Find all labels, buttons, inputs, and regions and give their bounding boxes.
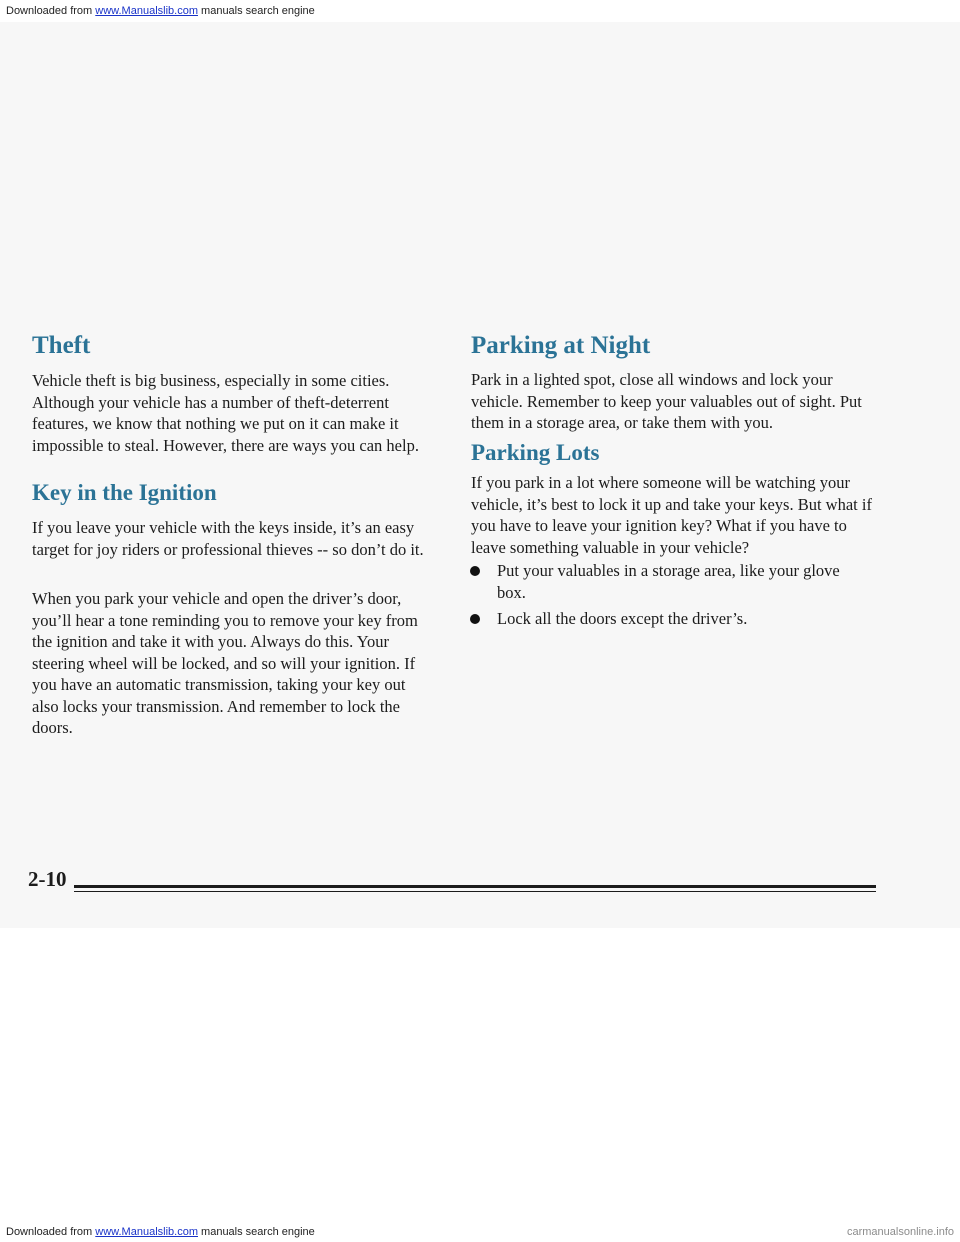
parking-at-night-heading: Parking at Night: [471, 332, 651, 359]
list-item: [470, 560, 870, 604]
manual-page: [0, 22, 960, 928]
bullet-dot: [470, 566, 480, 576]
parking-lots-paragraph: If you park in a lot where someone will be watching your vehicle, it’s best to lock it up and take your keys. But what if you have to leave your ignition key? What if you have to leave something valuable in your vehicle?: [471, 473, 872, 557]
list-item: [470, 608, 870, 630]
footer-prefix: Downloaded from: [6, 1226, 96, 1238]
bullet-text: Put your valuables in a storage area, like your glove box.: [497, 561, 840, 602]
bullet-dot: [470, 614, 480, 624]
parking-lots-heading: Parking Lots: [471, 440, 600, 465]
banner-prefix: Downloaded from: [6, 5, 96, 17]
download-banner: [0, 0, 960, 22]
theft-heading: Theft: [32, 332, 91, 359]
banner-suffix: manuals search engine: [197, 5, 315, 17]
footer-watermark: carmanualsonline.info: [846, 1226, 954, 1238]
bullet-text: Lock all the doors except the driver’s.: [497, 609, 748, 628]
footer-rule-thin: [74, 891, 876, 892]
key-in-ignition-paragraph-1: If you leave your vehicle with the keys inside, it’s an easy target for joy riders or professional thieves -- so don’t do it.: [32, 518, 424, 559]
footer-source: [6, 1222, 315, 1242]
footer-manualslib-link[interactable]: www.Manualslib.com: [95, 1226, 198, 1238]
footer-rule-thick: [74, 885, 876, 888]
page-number: 2-10: [28, 867, 67, 891]
key-in-ignition-heading: Key in the Ignition: [32, 480, 217, 505]
parking-at-night-paragraph: Park in a lighted spot, close all windows and lock your vehicle. Remember to keep your valuables out of sight. Put them in a storage area, or take them with you.: [471, 370, 862, 432]
manualslib-link[interactable]: www.Manualslib.com: [95, 5, 198, 17]
footer-suffix: manuals search engine: [197, 1226, 315, 1238]
theft-paragraph: Vehicle theft is big business, especially in some cities. Although your vehicle has a number of theft-deterrent features, we know that nothing we put on it can make it impossible to steal. However, there are ways you can help.: [32, 371, 419, 455]
download-footer: [0, 1222, 960, 1242]
key-in-ignition-paragraph-2: When you park your vehicle and open the driver’s door, you’ll hear a tone reminding you to remove your key from the ignition and take it with you. Always do this. Your steering wheel will be locked, and so will your ignition. If you have an automatic transmission, taking your key out also locks your transmission. And remember to lock the doors.: [32, 589, 418, 737]
